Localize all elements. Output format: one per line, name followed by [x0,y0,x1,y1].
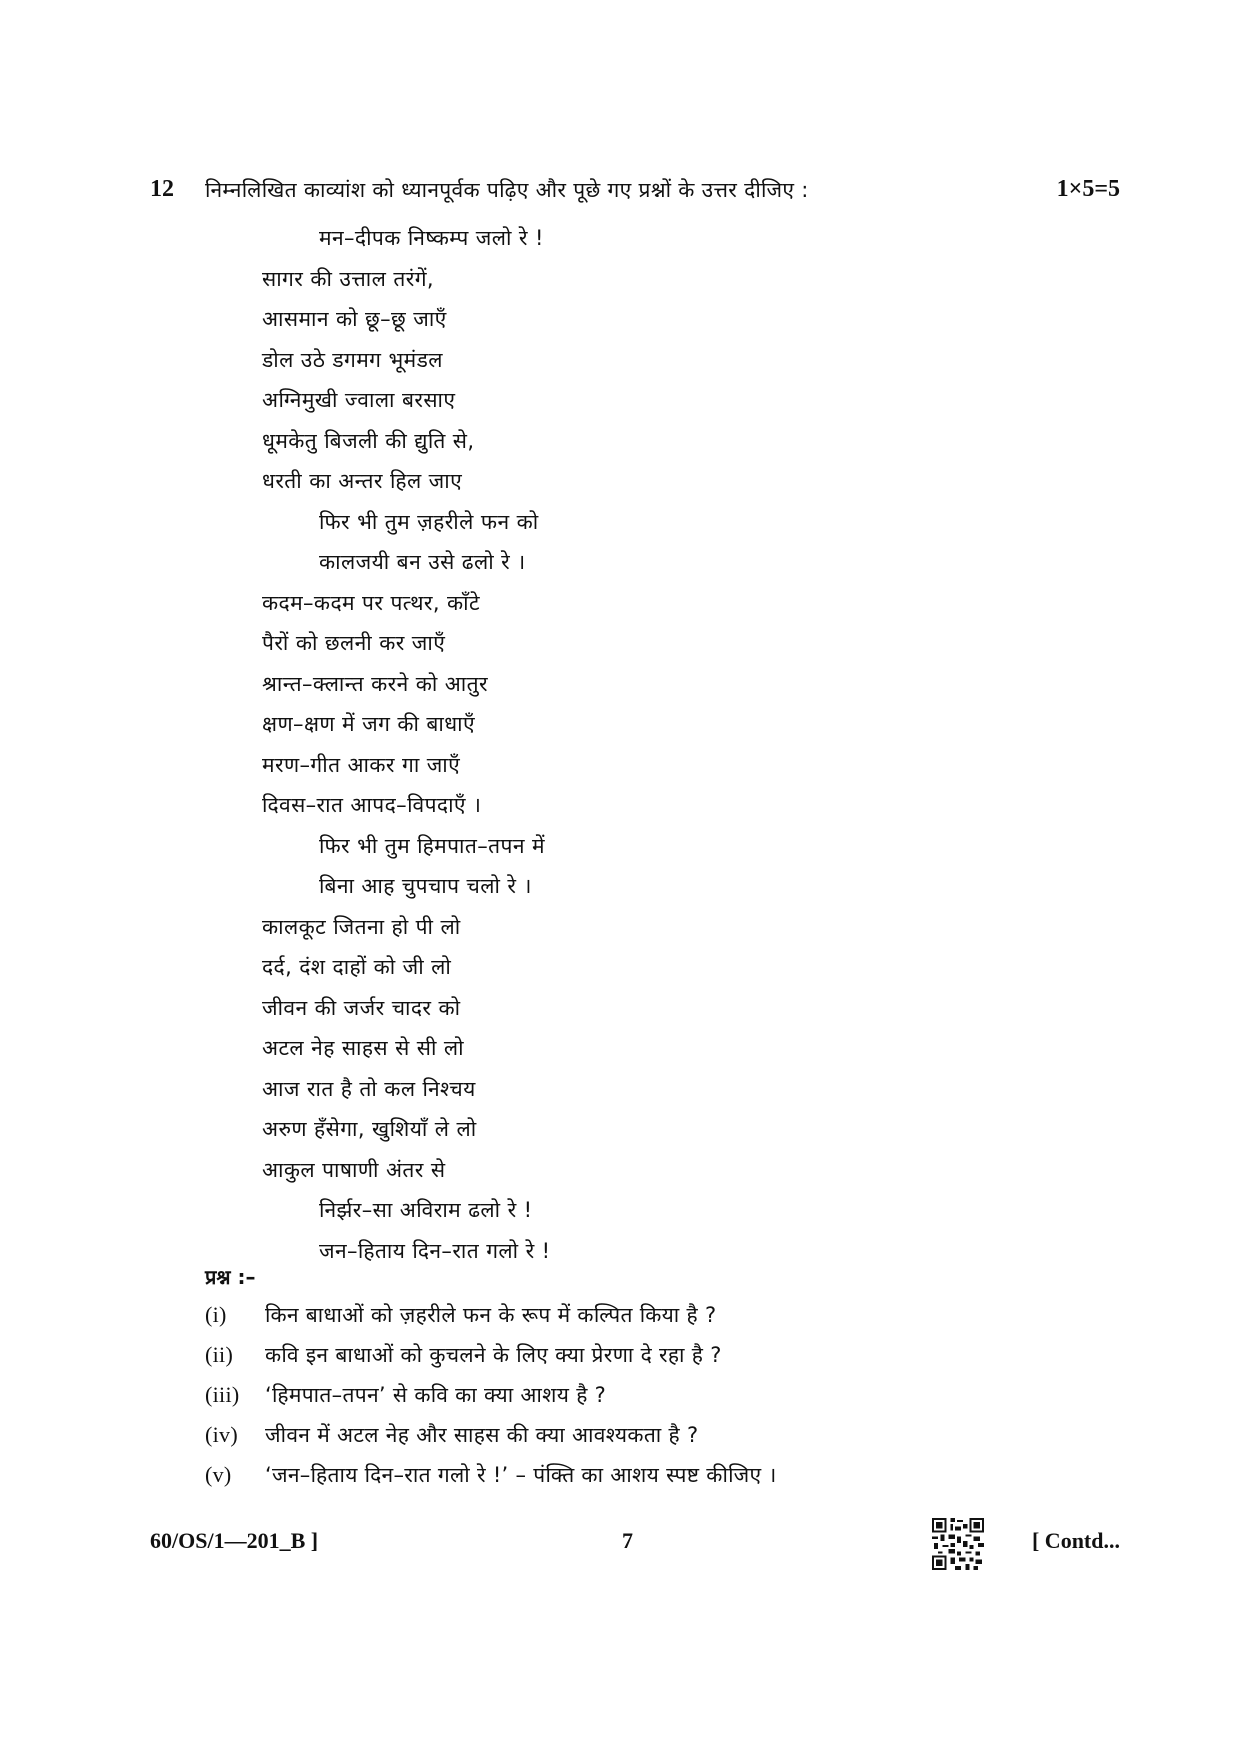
sub-question-text: किन बाधाओं को ज़हरीले फन के रूप में कल्पित किया है ? [265,1303,717,1327]
poem-line: जन–हिताय दिन–रात गलो रे ! [319,1238,551,1263]
poem-line: कालजयी बन उसे ढलो रे । [319,550,526,574]
poem-line: आज रात है तो कल निश्चय [262,1076,476,1101]
sub-question-text: कवि इन बाधाओं को कुचलने के लिए क्या प्रेरणा दे रहा है ? [265,1343,722,1367]
poem-block [262,218,550,1271]
poem-line: श्रान्त–क्लान्त करने को आतुर [262,671,488,696]
sub-question [205,1295,777,1335]
poem-line: डोल उठे डगमग भूमंडल [262,347,443,372]
poem-line: सागर की उत्ताल तरंगें, [262,266,434,291]
poem-line: मन–दीपक निष्कम्प जलो रे ! [319,226,544,250]
qr-code-icon [932,1518,984,1570]
poem-line: कदम–कदम पर पत्थर, काँटे [262,590,480,615]
sub-question-text: जीवन में अटल नेह और साहस की क्या आवश्यकता है ? [265,1423,699,1447]
question-number: 12 [150,176,174,202]
poem-line: जीवन की जर्जर चादर को [262,995,461,1020]
poem-line: फिर भी तुम ज़हरीले फन को [319,509,539,534]
sub-question-text: ‘हिमपात–तपन’ से कवि का क्या आशय है ? [265,1383,607,1407]
sub-question [205,1375,777,1415]
poem-line: धरती का अन्तर हिल जाए [262,469,463,493]
sub-question [205,1455,777,1495]
poem-line: क्षण–क्षण में जग की बाधाएँ [262,712,476,736]
sub-question-number: (i) [205,1302,227,1327]
question-marks: 1×5=5 [1056,176,1120,202]
poem-line: अग्निमुखी ज्वाला बरसाए [262,388,456,412]
sub-questions-list [205,1295,777,1495]
sub-question-number: (v) [205,1462,232,1487]
poem-line: मरण–गीत आकर गा जाएँ [262,752,461,777]
sub-question [205,1335,777,1375]
poem-line: धूमकेतु बिजली की द्युति से, [262,428,475,453]
question-instruction: निम्नलिखित काव्यांश को ध्यानपूर्वक पढ़िए और पूछे गए प्रश्नों के उत्तर दीजिए : [205,178,809,202]
sub-question-number: (ii) [205,1342,234,1367]
poem-line: पैरों को छलनी कर जाएँ [262,631,446,655]
poem-line: आसमान को छू–छू जाएँ [262,307,447,331]
poem-line: निर्झर–सा अविराम ढलो रे ! [319,1198,533,1222]
sub-question-number: (iii) [205,1382,240,1407]
sub-question [205,1415,777,1455]
poem-line: आकुल पाषाणी अंतर से [262,1157,446,1182]
page-number: 7 [622,1528,633,1553]
sub-question-text: ‘जन–हिताय दिन–रात गलो रे !’ – पंक्ति का आशय स्पष्ट कीजिए । [265,1463,777,1487]
poem-line: अरुण हँसेगा, खुशियाँ ले लो [262,1117,477,1141]
paper-code: 60/OS/1—201_B ] [150,1528,319,1553]
continued-label: [ Contd... [1031,1528,1120,1553]
questions-label: प्रश्न :– [205,1265,256,1289]
poem-line: बिना आह चुपचाप चलो रे । [319,874,532,898]
poem-line: कालकूट जितना हो पी लो [262,914,461,939]
poem-line: दिवस–रात आपद–विपदाएँ । [262,793,482,817]
poem-line: फिर भी तुम हिमपात–तपन में [319,833,545,858]
sub-question-number: (iv) [205,1422,238,1447]
poem-line: अटल नेह साहस से सी लो [262,1036,464,1060]
poem-line: दर्द, दंश दाहों को जी लो [262,955,452,979]
